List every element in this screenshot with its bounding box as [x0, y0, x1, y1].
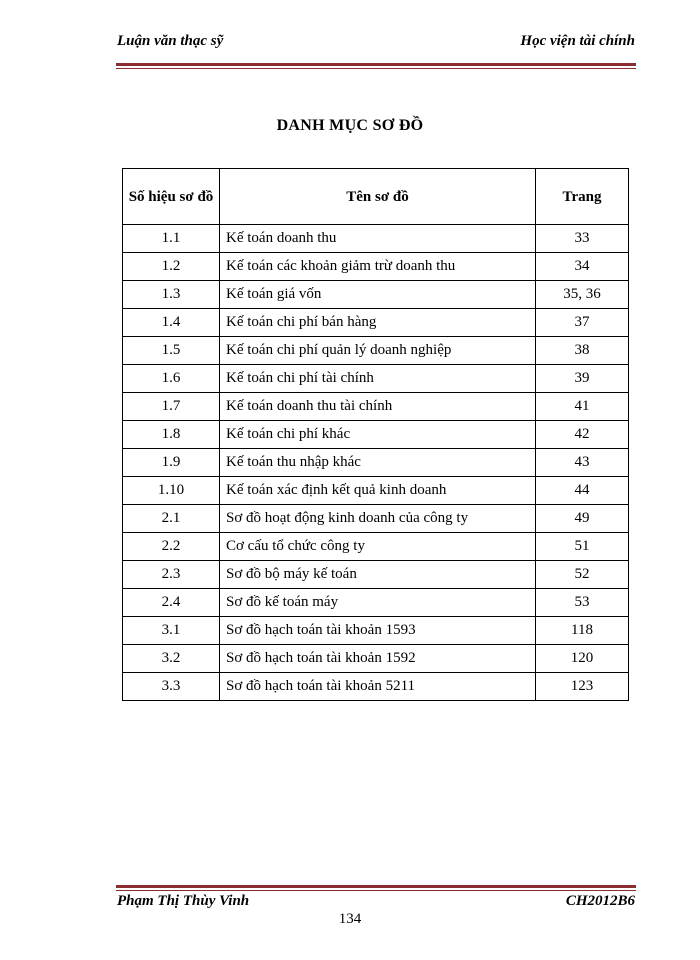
diagram-number-cell: 1.7 — [123, 393, 220, 421]
diagram-name-cell: Sơ đồ hạch toán tài khoản 5211 — [220, 673, 536, 701]
page-cell: 37 — [536, 309, 629, 337]
table-row — [123, 225, 629, 253]
diagram-number-cell: 3.3 — [123, 673, 220, 701]
footer-class-code: CH2012B6 — [565, 893, 635, 909]
table-row — [123, 561, 629, 589]
diagram-list-table — [122, 168, 629, 701]
page-cell: 43 — [536, 449, 629, 477]
diagram-number-cell: 1.1 — [123, 225, 220, 253]
diagram-number-cell: 3.1 — [123, 617, 220, 645]
diagram-name-cell: Kế toán thu nhập khác — [220, 449, 536, 477]
page-cell: 49 — [536, 505, 629, 533]
footer-author: Phạm Thị Thùy Vinh — [117, 893, 250, 909]
column-header-number: Số hiệu sơ đồ — [123, 169, 220, 225]
table-row — [123, 645, 629, 673]
header-institution-label: Học viện tài chính — [520, 33, 635, 49]
page-title: DANH MỤC SƠ ĐỒ — [276, 117, 424, 134]
diagram-number-cell: 2.4 — [123, 589, 220, 617]
page-cell: 44 — [536, 477, 629, 505]
diagram-name-cell: Kế toán xác định kết quả kinh doanh — [220, 477, 536, 505]
column-header-page: Trang — [536, 169, 629, 225]
header-thesis-label: Luận văn thạc sỹ — [117, 33, 224, 49]
diagram-name-cell: Kế toán các khoản giảm trừ doanh thu — [220, 253, 536, 281]
page-cell: 120 — [536, 645, 629, 673]
table-body — [123, 225, 629, 701]
table-row — [123, 477, 629, 505]
page-cell: 52 — [536, 561, 629, 589]
diagram-name-cell: Kế toán chi phí tài chính — [220, 365, 536, 393]
diagram-name-cell: Sơ đồ hạch toán tài khoản 1593 — [220, 617, 536, 645]
diagram-name-cell: Sơ đồ bộ máy kế toán — [220, 561, 536, 589]
diagram-name-cell: Kế toán giá vốn — [220, 281, 536, 309]
diagram-name-cell: Kế toán chi phí quản lý doanh nghiệp — [220, 337, 536, 365]
diagram-name-cell: Sơ đồ kế toán máy — [220, 589, 536, 617]
diagram-name-cell: Kế toán doanh thu tài chính — [220, 393, 536, 421]
diagram-number-cell: 1.9 — [123, 449, 220, 477]
page-cell: 53 — [536, 589, 629, 617]
page-cell: 41 — [536, 393, 629, 421]
table-row — [123, 673, 629, 701]
diagram-number-cell: 1.8 — [123, 421, 220, 449]
table-row — [123, 365, 629, 393]
table-row — [123, 281, 629, 309]
page-cell: 35, 36 — [536, 281, 629, 309]
page-cell: 118 — [536, 617, 629, 645]
table-header-row — [123, 169, 629, 225]
table-row — [123, 617, 629, 645]
page-cell: 39 — [536, 365, 629, 393]
table-row — [123, 449, 629, 477]
diagram-number-cell: 1.5 — [123, 337, 220, 365]
table-row — [123, 421, 629, 449]
table-row — [123, 505, 629, 533]
diagram-number-cell: 2.2 — [123, 533, 220, 561]
diagram-number-cell: 1.3 — [123, 281, 220, 309]
table-row — [123, 337, 629, 365]
header-rule — [116, 63, 636, 69]
diagram-number-cell: 2.3 — [123, 561, 220, 589]
table-row — [123, 533, 629, 561]
column-header-name: Tên sơ đồ — [220, 169, 536, 225]
page-cell: 42 — [536, 421, 629, 449]
diagram-name-cell: Kế toán chi phí khác — [220, 421, 536, 449]
page-cell: 123 — [536, 673, 629, 701]
page-number: 134 — [338, 911, 362, 927]
diagram-name-cell: Sơ đồ hạch toán tài khoản 1592 — [220, 645, 536, 673]
table-row — [123, 253, 629, 281]
diagram-number-cell: 3.2 — [123, 645, 220, 673]
diagram-name-cell: Cơ cấu tổ chức công ty — [220, 533, 536, 561]
diagram-number-cell: 1.2 — [123, 253, 220, 281]
footer-rule — [116, 885, 636, 891]
page-cell: 51 — [536, 533, 629, 561]
diagram-name-cell: Kế toán doanh thu — [220, 225, 536, 253]
page-cell: 34 — [536, 253, 629, 281]
table-row — [123, 393, 629, 421]
diagram-name-cell: Kế toán chi phí bán hàng — [220, 309, 536, 337]
diagram-number-cell: 2.1 — [123, 505, 220, 533]
diagram-number-cell: 1.6 — [123, 365, 220, 393]
diagram-name-cell: Sơ đồ hoạt động kinh doanh của công ty — [220, 505, 536, 533]
page-cell: 33 — [536, 225, 629, 253]
diagram-number-cell: 1.4 — [123, 309, 220, 337]
page-cell: 38 — [536, 337, 629, 365]
diagram-number-cell: 1.10 — [123, 477, 220, 505]
table-row — [123, 589, 629, 617]
table-row — [123, 309, 629, 337]
